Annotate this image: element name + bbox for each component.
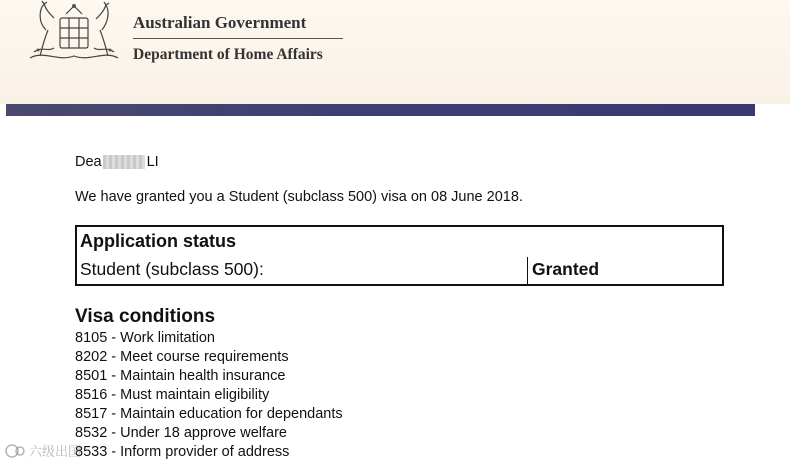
letter-body <box>75 152 735 205</box>
watermark-logo-icon <box>4 443 26 459</box>
header-band <box>6 104 755 116</box>
condition-item: 8105 - Work limitation <box>75 330 215 346</box>
visa-type: Student (subclass 500): <box>80 259 264 279</box>
visa-conditions-list <box>75 329 343 462</box>
grant-sentence: We have granted you a Student (subclass 500) visa on 08 June 2018. <box>75 189 523 205</box>
department-name: Department of Home Affairs <box>133 46 323 63</box>
watermark <box>4 441 81 460</box>
coat-of-arms-icon <box>24 0 124 66</box>
agency-name-block <box>133 12 343 65</box>
condition-item: 8202 - Meet course requirements <box>75 349 289 365</box>
salutation-end: LI <box>146 154 159 170</box>
application-status-row <box>80 259 720 280</box>
status-value: Granted <box>532 259 600 279</box>
watermark-text: 六级出国 <box>29 444 82 459</box>
condition-item: 8533 - Inform provider of address <box>75 444 290 460</box>
salutation <box>75 152 735 172</box>
application-status-box <box>75 225 724 286</box>
salutation-start: Dea <box>75 154 102 170</box>
status-divider <box>527 257 528 284</box>
application-status-title: Application status <box>80 231 237 251</box>
condition-item: 8532 - Under 18 approve welfare <box>75 425 287 441</box>
redacted-name <box>103 155 145 169</box>
visa-conditions-title: Visa conditions <box>75 306 216 327</box>
condition-item: 8516 - Must maintain eligibility <box>75 387 270 403</box>
government-name: Australian Government <box>133 12 343 39</box>
condition-item: 8501 - Maintain health insurance <box>75 368 286 384</box>
condition-item: 8517 - Maintain education for dependants <box>75 406 343 422</box>
